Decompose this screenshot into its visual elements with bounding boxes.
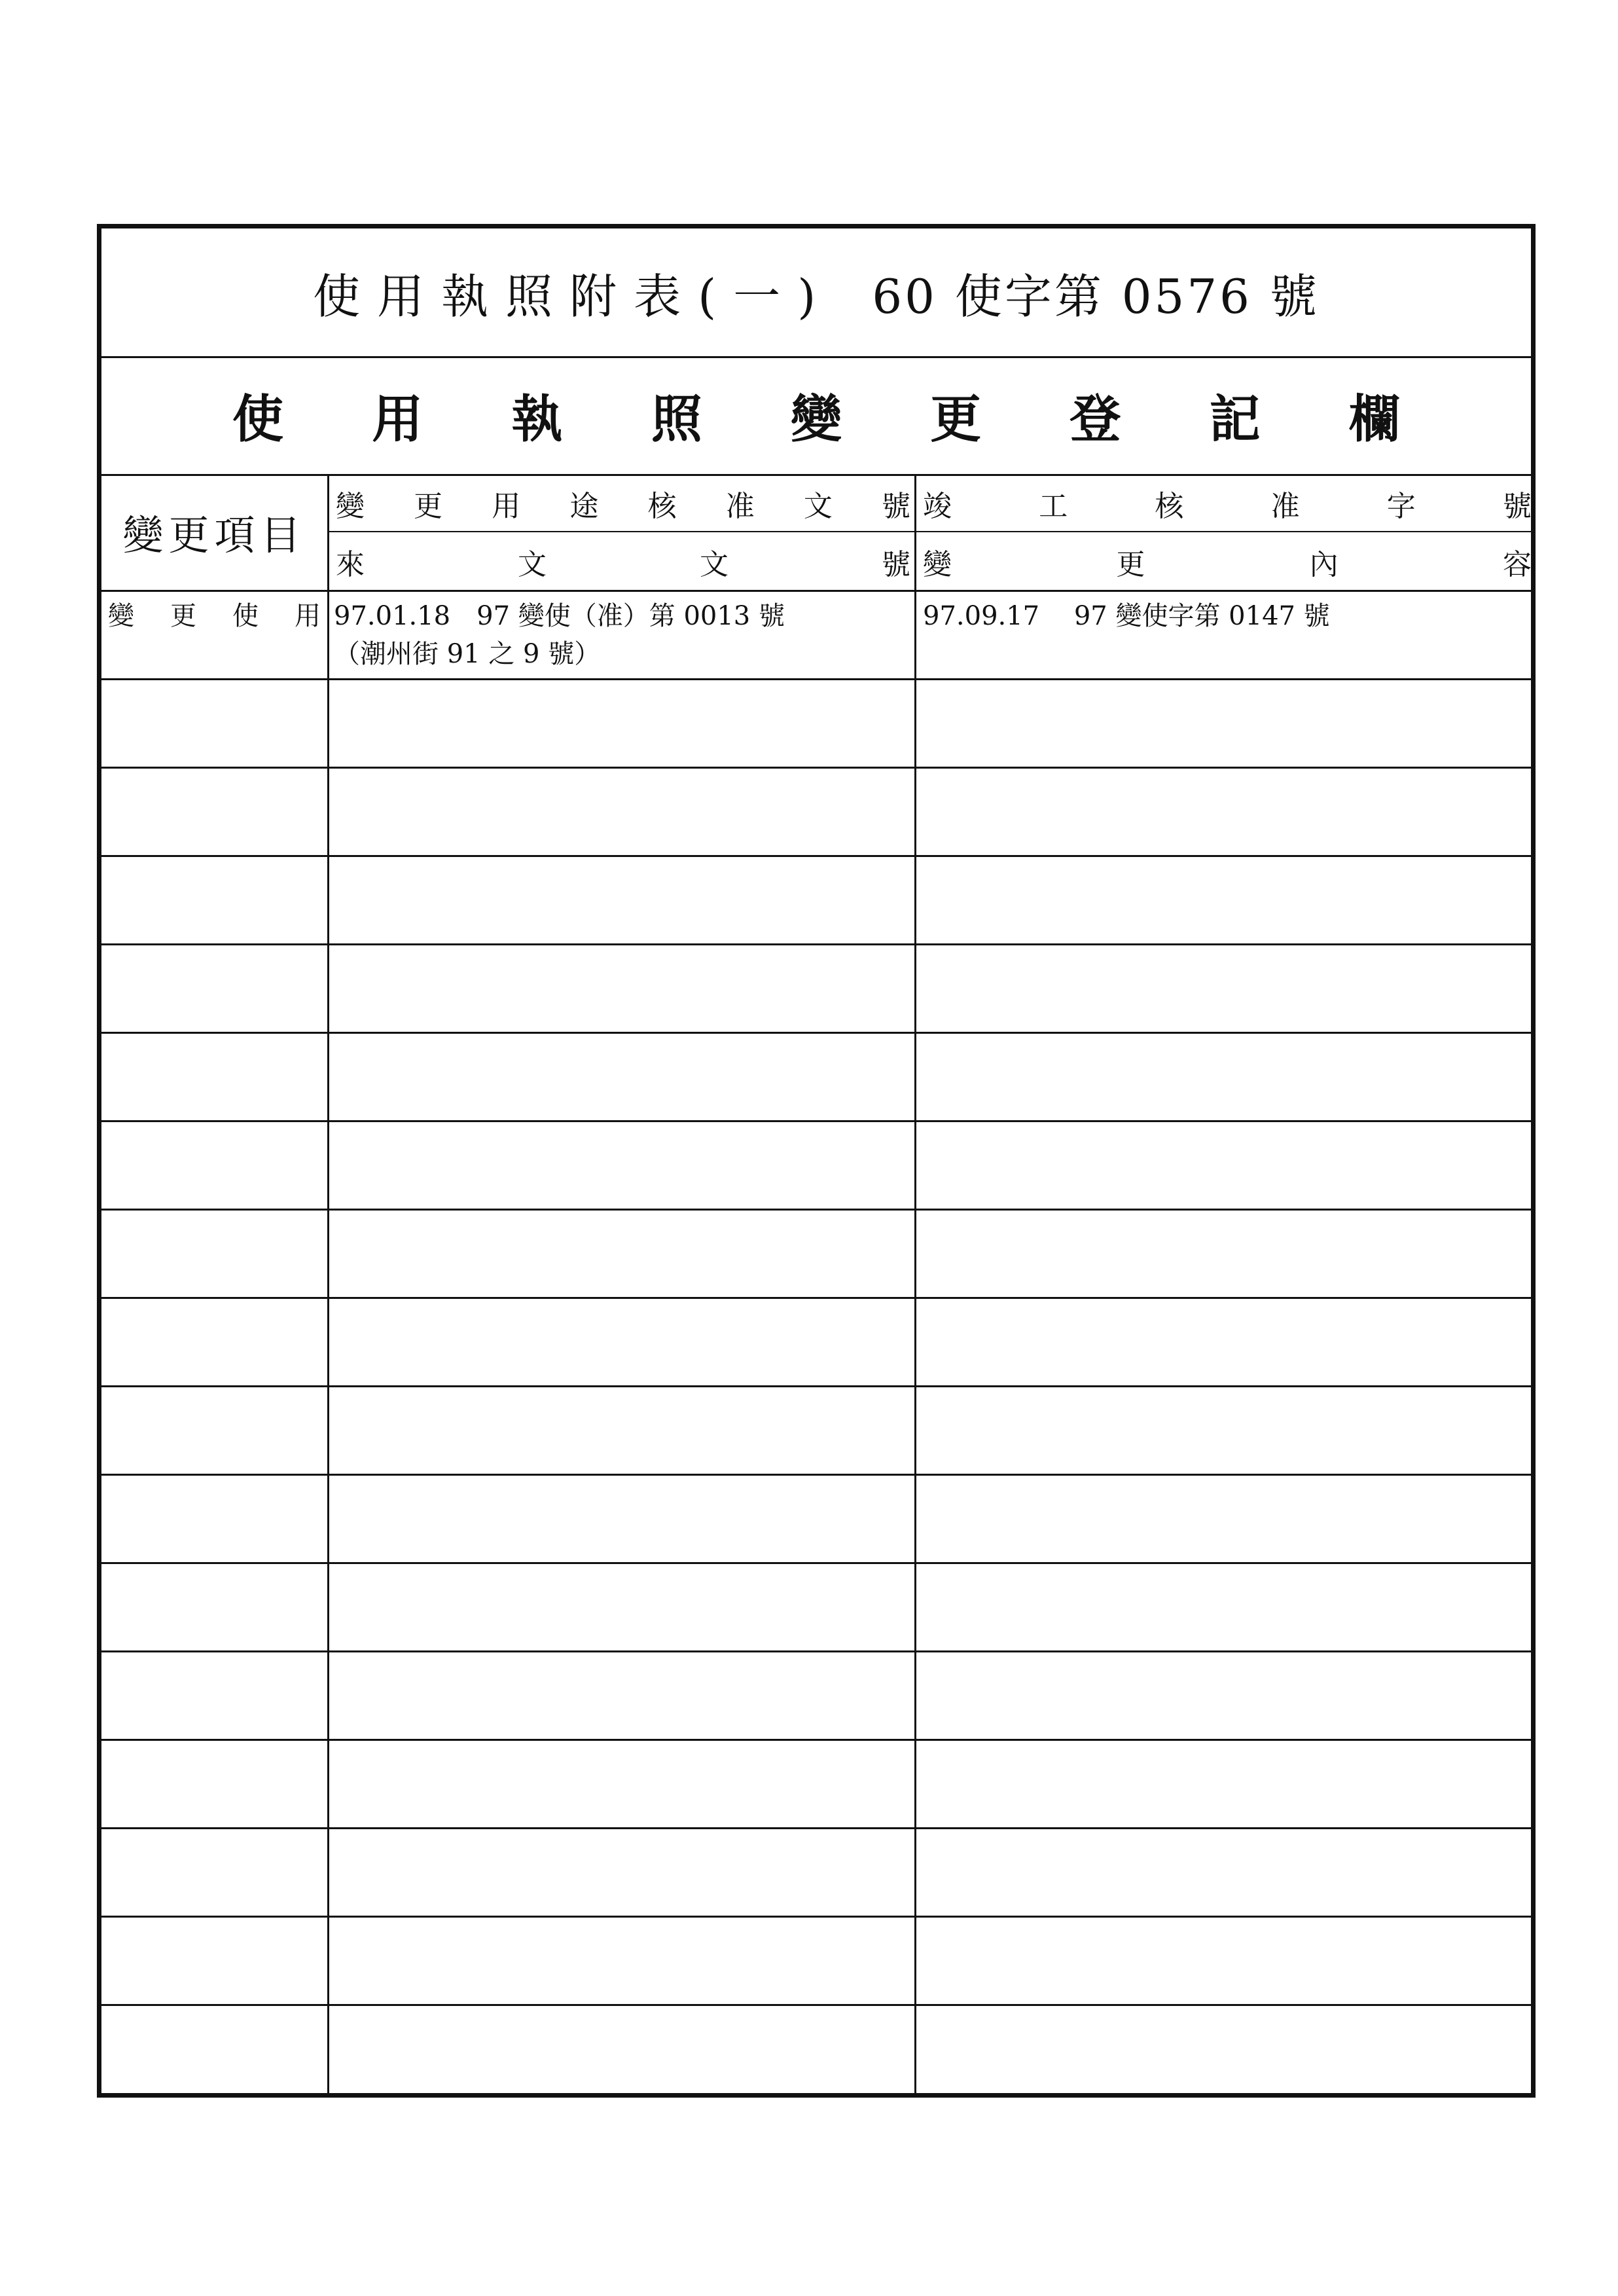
header-char: 核 bbox=[1155, 490, 1184, 523]
section-heading-char: 執 bbox=[511, 390, 563, 449]
header-char: 文 bbox=[803, 490, 833, 523]
header-char: 來 bbox=[336, 547, 365, 581]
header-char: 准 bbox=[1270, 490, 1300, 523]
header-char: 更 bbox=[414, 490, 443, 523]
section-heading-char: 變 bbox=[790, 390, 842, 449]
form-title: 使用執照附表(一) bbox=[313, 268, 833, 324]
header-change-item: 變更項目 bbox=[122, 511, 306, 559]
column-divider bbox=[327, 474, 329, 2093]
row-divider bbox=[101, 1739, 1531, 1741]
section-heading-char: 照 bbox=[651, 390, 702, 449]
section-heading-char: 欄 bbox=[1348, 390, 1400, 449]
section-heading-char: 記 bbox=[1209, 390, 1261, 449]
row-divider bbox=[101, 1916, 1531, 1918]
row-divider bbox=[101, 1562, 1531, 1564]
row-item-char: 使 bbox=[232, 601, 259, 631]
header-char: 文 bbox=[700, 547, 728, 581]
header-char: 容 bbox=[1502, 547, 1532, 581]
permit-number: 60 使字第 0576 號 bbox=[872, 268, 1320, 324]
header-char: 竣 bbox=[923, 490, 952, 523]
header-sub-divider bbox=[327, 531, 1531, 532]
row-divider bbox=[101, 943, 1531, 945]
header-char: 變 bbox=[923, 547, 952, 581]
header-bottom-divider bbox=[101, 590, 1531, 592]
header-use-change-approval-no bbox=[329, 476, 914, 531]
header-char: 變 bbox=[336, 490, 365, 523]
column-divider bbox=[914, 474, 916, 2093]
header-incoming-doc-no bbox=[329, 533, 914, 590]
header-char: 工 bbox=[1039, 490, 1068, 523]
header-char: 文 bbox=[518, 547, 547, 581]
row-divider bbox=[101, 678, 1531, 680]
row-item-char: 更 bbox=[170, 601, 196, 631]
section-heading-char: 用 bbox=[372, 390, 423, 449]
header-char: 號 bbox=[882, 547, 910, 581]
header-char: 途 bbox=[569, 490, 599, 523]
header-char: 准 bbox=[725, 490, 755, 523]
header-completion-approval-no bbox=[916, 476, 1536, 531]
section-heading-char: 更 bbox=[930, 390, 982, 449]
header-char: 內 bbox=[1309, 547, 1339, 581]
row-item bbox=[108, 595, 321, 632]
header-char: 核 bbox=[647, 490, 677, 523]
row-divider bbox=[101, 2004, 1531, 2006]
title-row bbox=[101, 228, 1531, 356]
row-divider bbox=[101, 855, 1531, 857]
section-heading bbox=[101, 356, 1531, 474]
row-approval-line1: 97.01.18 97 變使（准）第 0013 號 bbox=[334, 601, 785, 631]
row-divider bbox=[101, 1209, 1531, 1211]
row-divider bbox=[101, 1827, 1531, 1829]
header-char: 更 bbox=[1116, 547, 1145, 581]
header-change-content bbox=[916, 533, 1536, 590]
section-heading-char: 登 bbox=[1070, 390, 1121, 449]
row-approval-line2: （潮州街 91 之 9 號） bbox=[334, 639, 601, 669]
row-divider bbox=[101, 767, 1531, 769]
row-item-char: 變 bbox=[108, 601, 134, 631]
header-char: 號 bbox=[881, 490, 910, 523]
row-divider bbox=[101, 1650, 1531, 1652]
row-completion: 97.09.17 97 變使字第 0147 號 bbox=[923, 601, 1330, 631]
header-char: 字 bbox=[1386, 490, 1416, 523]
row-divider bbox=[101, 1120, 1531, 1122]
row-item-char: 用 bbox=[295, 601, 321, 631]
header-char: 用 bbox=[492, 490, 521, 523]
row-divider bbox=[101, 1297, 1531, 1299]
row-divider bbox=[101, 1385, 1531, 1387]
header-char: 號 bbox=[1502, 490, 1532, 523]
row-divider bbox=[101, 1032, 1531, 1034]
row-divider bbox=[101, 1474, 1531, 1476]
change-registration-form bbox=[97, 224, 1536, 2098]
section-heading-char: 使 bbox=[232, 390, 284, 449]
